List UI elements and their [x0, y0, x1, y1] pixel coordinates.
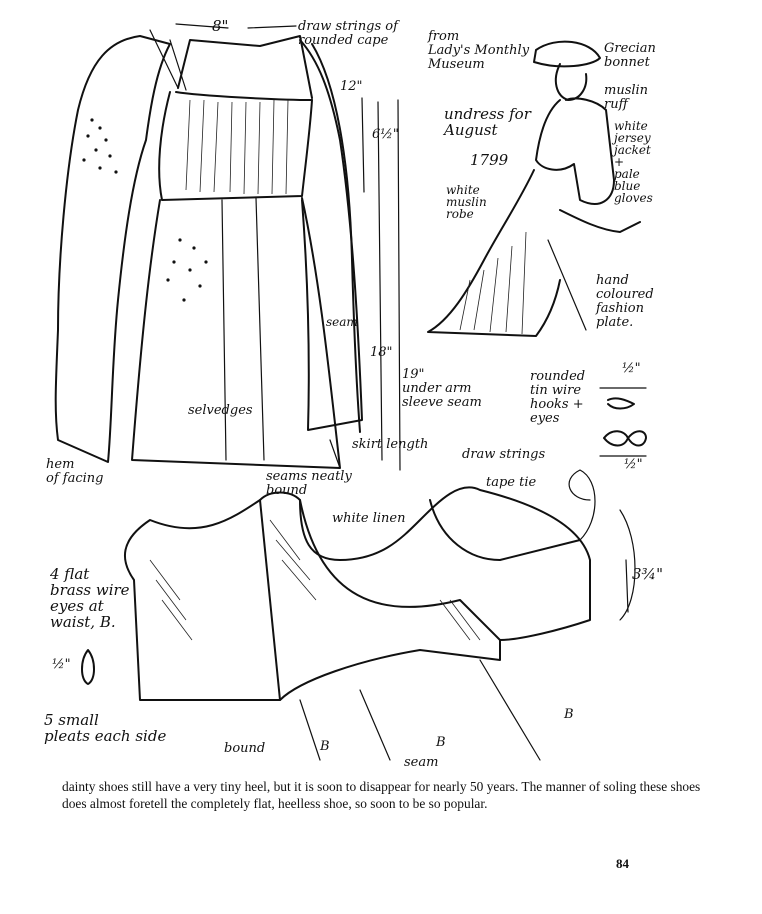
label-muslin-ruff: muslin ruff: [604, 83, 649, 112]
label-hand-coloured: hand coloured fashion plate.: [596, 273, 654, 330]
label-rounded-hooks: rounded tin wire hooks + eyes: [530, 369, 586, 426]
label-source: from Lady's Monthly Museum: [428, 29, 530, 72]
label-seam-bottom: seam: [404, 755, 439, 770]
label-hem-of-facing: hem of facing: [46, 457, 104, 486]
label-year-1799: 1799: [470, 151, 509, 169]
label-grecian-bonnet: Grecian bonnet: [604, 41, 656, 70]
label-white-linen: white linen: [332, 511, 406, 526]
label-underarm-sleeve: 19" under arm sleeve seam: [402, 367, 482, 410]
label-bound: bound: [224, 741, 266, 756]
label-b-1: B: [320, 739, 330, 754]
label-drawstrings-cape: draw strings of rounded cape: [298, 19, 398, 48]
body-text-content: dainty shoes still have a very tiny heel, but it is soon to disappear for nearly 50 years. The manner of soling these shoes does almost foretell the completely flat, heelless shoe, so soon to be so popular.: [62, 779, 701, 811]
hooks-and-eyes-drawing: [600, 388, 646, 456]
body-paragraph: [62, 778, 702, 812]
label-selvedges: selvedges: [188, 403, 253, 418]
label-width-8: 8": [212, 17, 229, 35]
label-undress-august: undress for August: [444, 105, 531, 139]
label-half-inch-eye: ½": [52, 657, 71, 672]
label-half-inch-top: ½": [622, 361, 641, 376]
label-dim-6-half: 6½": [372, 127, 399, 142]
label-white-muslin-robe: white muslin robe: [446, 183, 487, 221]
label-skirt-length: skirt length: [352, 437, 429, 452]
label-tape-tie: tape tie: [486, 475, 537, 490]
label-dim-3-3-4: 3¾": [632, 565, 663, 583]
label-flat-brass-eyes: 4 flat brass wire eyes at waist, B.: [50, 565, 130, 631]
label-seam: seam: [326, 315, 358, 329]
label-b-2: B: [436, 735, 446, 750]
page-number: 84: [616, 856, 629, 871]
label-b-3: B: [564, 707, 574, 722]
label-seams-bound: seams neatly bound: [266, 469, 352, 498]
label-dim-18: 18": [370, 345, 393, 360]
label-small-pleats: 5 small pleats each side: [44, 711, 167, 745]
label-dim-12: 12": [340, 79, 363, 94]
label-white-jersey: white jersey jacket + pale blue gloves: [614, 119, 653, 205]
label-draw-strings: draw strings: [462, 447, 546, 462]
label-half-inch-bottom: ½": [624, 457, 643, 472]
